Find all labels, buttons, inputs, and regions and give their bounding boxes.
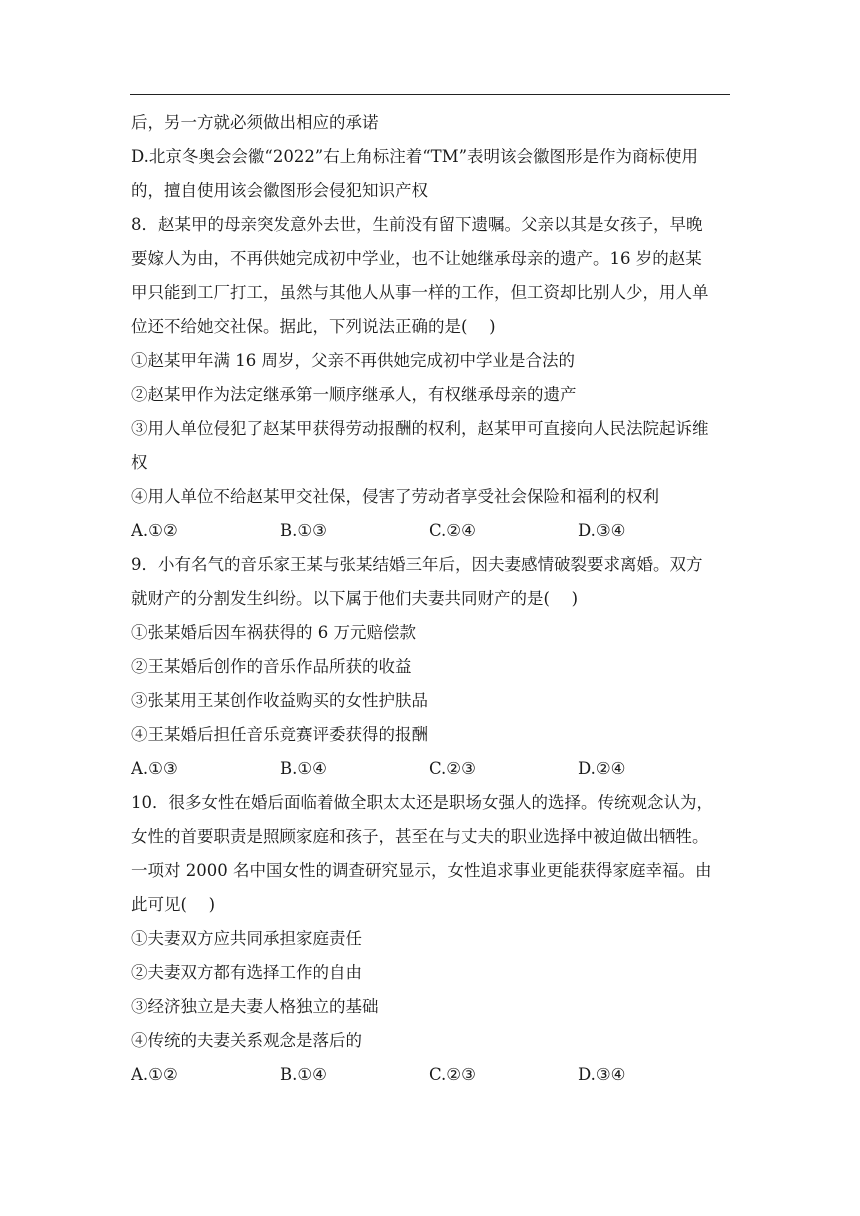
q10-option-d: D.③④: [578, 1065, 626, 1084]
q8-statement-3: ③用人单位侵犯了赵某甲获得劳动报酬的权利，赵某甲可直接向人民法院起诉维: [131, 419, 709, 438]
q10-stem-line1: 10．很多女性在婚后面临着做全职太太还是职场女强人的选择。传统观念认为，: [131, 793, 713, 812]
q8-option-b: B.①③: [280, 521, 327, 540]
q7-option-d-line1: D.北京冬奥会会徽“2022”右上角标注着“TM”表明该会徽图形是作为商标使用: [131, 147, 699, 166]
q8-option-a: A.①②: [131, 521, 178, 540]
q8-stem-line4: 位还不给她交社保。据此，下列说法正确的是( ): [131, 317, 496, 336]
q10-option-b: B.①④: [280, 1065, 327, 1084]
header-rule: [130, 94, 730, 95]
q8-statement-2: ②赵某甲作为法定继承第一顺序继承人，有权继承母亲的遗产: [131, 385, 577, 404]
q9-statement-2: ②王某婚后创作的音乐作品所获的收益: [131, 657, 412, 676]
q9-statement-4: ④王某婚后担任音乐竞赛评委获得的报酬: [131, 725, 428, 744]
q9-option-b: B.①④: [280, 759, 327, 778]
q10-statement-4: ④传统的夫妻关系观念是落后的: [131, 1031, 362, 1050]
q10-stem-line4: 此可见( ): [131, 895, 216, 914]
document-body: [131, 106, 731, 1092]
q8-statement-3-cont: 权: [131, 453, 148, 472]
q9-statement-3: ③张某用王某创作收益购买的女性护肤品: [131, 691, 428, 710]
q10-statement-1: ①夫妻双方应共同承担家庭责任: [131, 929, 362, 948]
q10-stem-line2: 女性的首要职责是照顾家庭和孩子，甚至在与丈夫的职业选择中被迫做出牺牲。: [131, 827, 709, 846]
q8-stem-line1: 8．赵某甲的母亲突发意外去世，生前没有留下遗嘱。父亲以其是女孩子，早晚: [131, 215, 703, 234]
q10-option-c: C.②③: [429, 1065, 476, 1084]
q10-statement-2: ②夫妻双方都有选择工作的自由: [131, 963, 362, 982]
q10-option-a: A.①②: [131, 1065, 178, 1084]
q8-option-c: C.②④: [429, 521, 476, 540]
q10-options: [131, 1058, 731, 1092]
q10-statement-3: ③经济独立是夫妻人格独立的基础: [131, 997, 379, 1016]
q8-statement-4: ④用人单位不给赵某甲交社保，侵害了劳动者享受社会保险和福利的权利: [131, 487, 659, 506]
q7-option-d-line2: 的，擅自使用该会徽图形会侵犯知识产权: [131, 181, 428, 200]
q9-option-c: C.②③: [429, 759, 476, 778]
q9-options: [131, 752, 731, 786]
q10-stem-line3: 一项对 2000 名中国女性的调查研究显示，女性追求事业更能获得家庭幸福。由: [131, 861, 712, 880]
q9-stem-line1: 9．小有名气的音乐家王某与张某结婚三年后，因夫妻感情破裂要求离婚。双方: [131, 555, 703, 574]
q9-statement-1: ①张某婚后因车祸获得的 6 万元赔偿款: [131, 623, 416, 642]
q7-continuation: 后，另一方就必须做出相应的承诺: [131, 113, 379, 132]
q8-option-d: D.③④: [578, 521, 626, 540]
q9-option-a: A.①③: [131, 759, 178, 778]
q8-stem-line3: 甲只能到工厂打工，虽然与其他人从事一样的工作，但工资却比别人少，用人单: [131, 283, 709, 302]
q9-option-d: D.②④: [578, 759, 626, 778]
q8-stem-line2: 要嫁人为由，不再供她完成初中学业，也不让她继承母亲的遗产。16 岁的赵某: [131, 249, 702, 268]
q8-statement-1: ①赵某甲年满 16 周岁，父亲不再供她完成初中学业是合法的: [131, 351, 575, 370]
q8-options: [131, 514, 731, 548]
q9-stem-line2: 就财产的分割发生纠纷。以下属于他们夫妻共同财产的是( ): [131, 589, 579, 608]
